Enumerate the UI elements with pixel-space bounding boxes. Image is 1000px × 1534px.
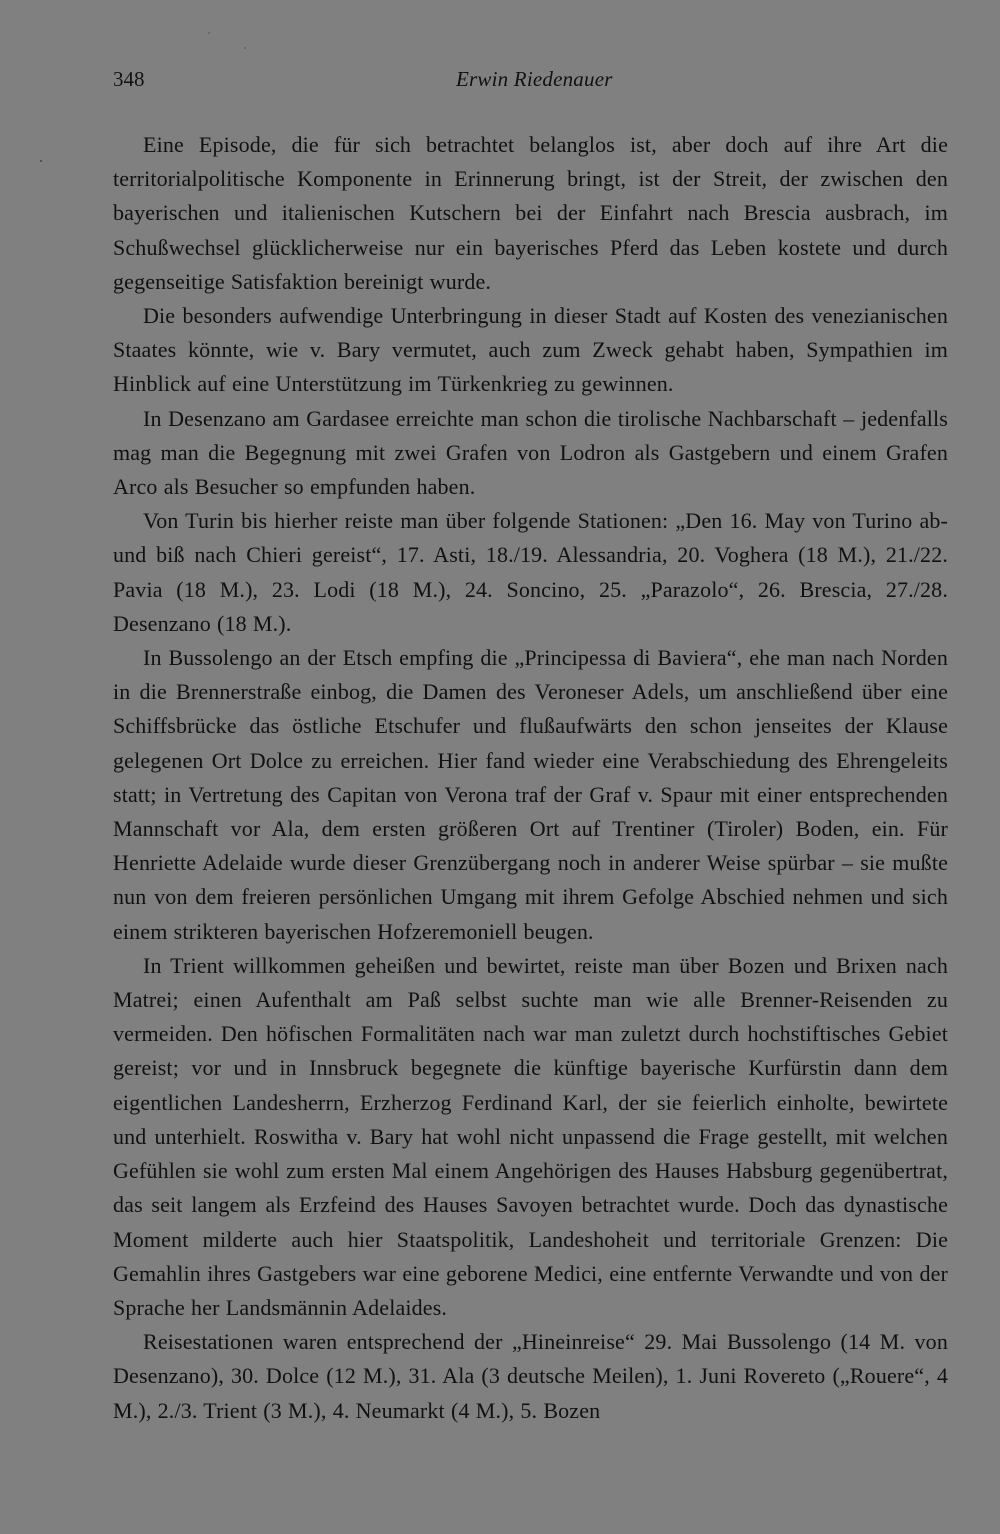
body-text bbox=[113, 128, 948, 1428]
paragraph-4: Von Turin bis hierher reiste man über folgende Stationen: „Den 16. May von Turino ab- und biß nach Chieri gereist“, 17. Asti, 18./19. Alessandria, 20. Voghera (18 M.), 21./22. Pavia (18 M.), 23. Lodi (18 M.), 24. Soncino, 25. „Parazolo“, 26. Brescia, 27./28. Desenzano (18 M.). bbox=[113, 508, 948, 636]
paragraph-3: In Desenzano am Gardasee erreichte man schon die tirolische Nachbarschaft – jedenfalls mag man die Begegnung mit zwei Grafen von Lodron als Gastgebern und einem Grafen Arco als Besucher so empfunden haben. bbox=[113, 405, 948, 500]
scan-speck bbox=[40, 160, 42, 162]
paragraph-1: Eine Episode, die für sich betrachtet belanglos ist, aber doch auf ihre Art die territorialpolitische Komponente in Erinnerung bringt, ist der Streit, der zwischen den bayerischen und italienischen Kutschern bei der Einfahrt nach Brescia ausbrach, im Schußwechsel glücklicherweise nur ein bayerisches Pferd das Leben kostete und durch gegenseitige Satisfaktion bereinigt wurde. bbox=[113, 132, 948, 294]
page-header bbox=[113, 64, 948, 98]
page-number: 348 bbox=[113, 67, 145, 91]
scan-speck bbox=[244, 47, 246, 49]
paragraph-7: Reisestationen waren entsprechend der „Hineinreise“ 29. Mai Bussolengo (14 M. von Desenzano), 30. Dolce (12 M.), 31. Ala (3 deutsche Meilen), 1. Juni Rovereto („Rouere“, 4 M.), 2./3. Trient (3 M.), 4. Neumarkt (4 M.), 5. Bozen bbox=[113, 1329, 948, 1423]
scan-speck bbox=[208, 32, 210, 34]
paragraph-2: Die besonders aufwendige Unterbringung in dieser Stadt auf Kosten des venezianischen Staates könnte, wie v. Bary vermutet, auch zum Zweck gehabt haben, Sympathien im Hinblick auf eine Unterstützung im Türkenkrieg zu gewinnen. bbox=[113, 303, 948, 397]
paragraph-5: In Bussolengo an der Etsch empfing die „Principessa di Baviera“, ehe man nach Norden in die Brennerstraße einbog, die Damen des Veroneser Adels, um anschließend über eine Schiffsbrücke das östliche Etschufer und flußaufwärts den schon jenseites der Klause gelegenen Ort Dolce zu erreichen. Hier fand wieder eine Verabschiedung des Ehrengeleits statt; in Vertretung des Capitan von Verona traf der Graf v. Spaur mit einer entsprechenden Mannschaft vor Ala, dem ersten größeren Ort auf Trentiner (Tiroler) Boden, ein. Für Henriette Adelaide wurde dieser Grenzübergang noch in anderer Weise spürbar – sie mußte nun von dem freieren persönlichen Umgang mit ihrem Gefolge Abschied nehmen und sich einem strikteren bayerischen Hofzeremoniell beugen. bbox=[113, 645, 948, 944]
running-head-author: Erwin Riedenauer bbox=[456, 67, 613, 91]
paragraph-6: In Trient willkommen geheißen und bewirtet, reiste man über Bozen und Brixen nach Matrei; einen Aufenthalt am Paß selbst suchte man wie alle Brenner-Reisenden zu vermeiden. Den höfischen Formalitäten nach war man zuletzt durch hochstiftisches Gebiet gereist; vor und in Innsbruck begegnete die künftige bayerische Kurfürstin dann dem eigentlichen Landesherrn, Erzherzog Ferdinand Karl, der sie feierlich einholte, bewirtete und unterhielt. Roswitha v. Bary hat wohl nicht unpassend die Frage gestellt, mit welchen Gefühlen sie wohl zum ersten Mal einem Angehörigen des Hauses Habsburg gegenübertrat, das seit langem als Erzfeind des Hauses Savoyen betrachtet wurde. Doch das dynastische Moment milderte auch hier Staatspolitik, Landeshoheit und territoriale Grenzen: Die Gemahlin ihres Gastgebers war eine geborene Medici, eine entfernte Verwandte und von der Sprache her Landsmännin Adelaides. bbox=[113, 952, 948, 1320]
